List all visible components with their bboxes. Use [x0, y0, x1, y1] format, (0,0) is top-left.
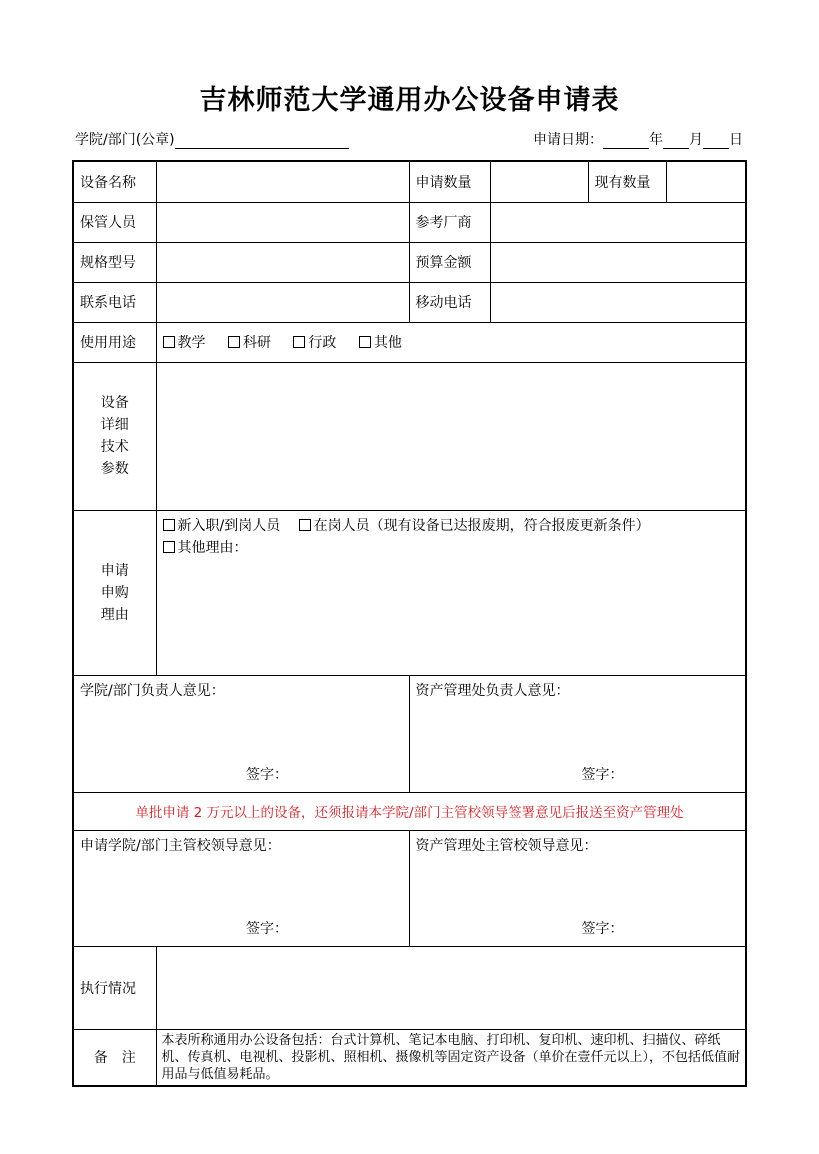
- checkbox-icon[interactable]: [163, 336, 175, 348]
- dept-seal-line: [175, 133, 349, 149]
- asset-leader-sign-label: 签字：: [581, 920, 624, 937]
- execution-input[interactable]: [156, 946, 746, 1029]
- checkbox-icon[interactable]: [293, 336, 305, 348]
- reason-option-new-staff[interactable]: 新入职/到岗人员: [163, 518, 281, 534]
- asset-head-sign-label: 签字：: [581, 766, 624, 783]
- checkbox-icon[interactable]: [163, 541, 175, 553]
- current-qty-input[interactable]: [666, 161, 746, 202]
- mobile-label: 移动电话: [409, 282, 490, 322]
- usage-option-other[interactable]: 其他: [359, 335, 402, 351]
- phone-label: 联系电话: [73, 282, 156, 322]
- usage-option-teaching[interactable]: 教学: [163, 335, 206, 351]
- usage-option-research[interactable]: 科研: [228, 335, 271, 351]
- reason-options: [156, 510, 746, 675]
- usage-options: [156, 322, 746, 362]
- device-name-label: 设备名称: [73, 161, 156, 202]
- asset-leader-opinion[interactable]: 资产管理处主管校领导意见： 签字：: [409, 830, 746, 946]
- checkbox-icon[interactable]: [163, 519, 175, 531]
- reason-option-current-staff[interactable]: 在岗人员（现有设备已达报废期，符合报废更新条件）: [299, 518, 650, 534]
- reason-label: 申请 申购 理由: [73, 510, 156, 675]
- year-label: 年: [649, 132, 663, 148]
- apply-date-field[interactable]: [533, 129, 743, 149]
- ref-vendor-input[interactable]: [490, 202, 746, 242]
- application-form-table: [72, 160, 747, 1087]
- budget-input[interactable]: [490, 242, 746, 282]
- dept-leader-opinion[interactable]: 申请学院/部门主管校领导意见： 签字：: [73, 830, 409, 946]
- dept-head-opinion[interactable]: 学院/部门负责人意见： 签字：: [73, 675, 409, 792]
- usage-option-admin[interactable]: 行政: [293, 335, 336, 351]
- apply-qty-input[interactable]: [490, 161, 588, 202]
- ref-vendor-label: 参考厂商: [409, 202, 490, 242]
- spec-model-input[interactable]: [156, 242, 409, 282]
- execution-label: 执行情况: [73, 946, 156, 1029]
- checkbox-icon[interactable]: [359, 336, 371, 348]
- approval-notice: 单批申请 2 万元以上的设备，还须报请本学院/部门主管校领导签署意见后报送至资产管理处: [73, 792, 746, 830]
- day-line: [703, 133, 729, 149]
- dept-seal-field[interactable]: [75, 129, 349, 149]
- asset-head-opinion[interactable]: 资产管理处负责人意见： 签字：: [409, 675, 746, 792]
- form-title: 吉林师范大学通用办公设备申请表: [199, 85, 620, 116]
- apply-qty-label: 申请数量: [409, 161, 490, 202]
- phone-input[interactable]: [156, 282, 409, 322]
- current-qty-label: 现有数量: [588, 161, 666, 202]
- spec-model-label: 规格型号: [73, 242, 156, 282]
- checkbox-icon[interactable]: [299, 519, 311, 531]
- tech-params-label: 设备 详细 技术 参数: [73, 362, 156, 510]
- mobile-input[interactable]: [490, 282, 746, 322]
- usage-label: 使用用途: [73, 322, 156, 362]
- dept-head-sign-label: 签字：: [246, 766, 288, 783]
- tech-params-input[interactable]: [156, 362, 746, 510]
- budget-label: 预算金额: [409, 242, 490, 282]
- year-line: [603, 133, 649, 149]
- apply-date-label: 申请日期：: [533, 132, 603, 148]
- remark-text: 本表所称通用办公设备包括：台式计算机、笔记本电脑、打印机、复印机、速印机、扫描仪、碎纸机、传真机、电视机、投影机、照相机、摄像机等固定资产设备（单价在壹仟元以上），不包括低值耐用品与低值易耗品。: [156, 1029, 746, 1086]
- keeper-label: 保管人员: [73, 202, 156, 242]
- month-line: [663, 133, 689, 149]
- checkbox-icon[interactable]: [228, 336, 240, 348]
- dept-leader-sign-label: 签字：: [246, 920, 288, 937]
- reason-option-other[interactable]: 其他理由：: [163, 540, 248, 556]
- device-name-input[interactable]: [156, 161, 409, 202]
- remark-label: 备 注: [73, 1029, 156, 1086]
- month-label: 月: [689, 132, 703, 148]
- keeper-input[interactable]: [156, 202, 409, 242]
- dept-seal-label: 学院/部门(公章): [75, 132, 175, 148]
- day-label: 日: [729, 132, 743, 148]
